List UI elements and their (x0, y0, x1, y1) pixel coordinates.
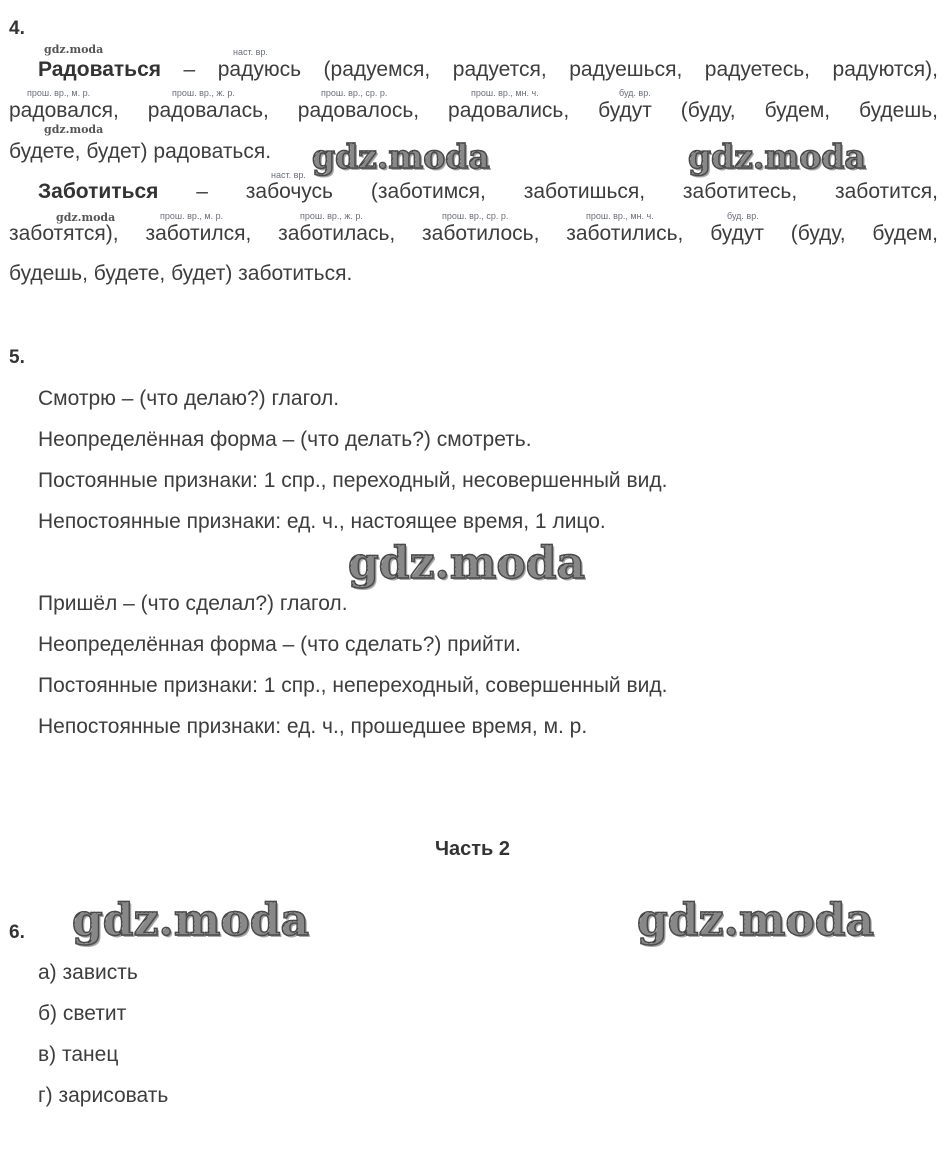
verb-radovatsya: Радоваться (38, 58, 162, 81)
task-5-line: Непостоянные признаки: ед. ч., настоящее время, 1 лицо. (38, 510, 606, 533)
answer-item: б) светит (38, 1002, 127, 1025)
watermark-small: gdz.moda (44, 43, 104, 56)
grammar-note: прош. вр., ж. р. (172, 88, 235, 98)
grammar-note: наст. вр. (233, 47, 268, 57)
grammar-note: буд. вр. (727, 211, 759, 221)
answer-item: в) танец (38, 1043, 119, 1066)
task-4-line (38, 57, 938, 83)
task-6-number: 6. (9, 922, 25, 943)
grammar-note: прош. вр., мн. ч. (586, 211, 654, 221)
watermark-small: gdz.moda (44, 123, 104, 136)
task-5-line: Постоянные признаки: 1 спр., переходный, несовершенный вид. (38, 469, 668, 492)
verb-zabotitsya: Заботиться (38, 180, 159, 203)
grammar-note: прош. вр., мн. ч. (471, 88, 539, 98)
task-4-line: будете, будет) радоваться. (9, 140, 272, 163)
task-4-line (38, 179, 938, 205)
task-5-line: Пришёл – (что сделал?) глагол. (38, 592, 348, 615)
grammar-note: прош. вр., ж. р. (300, 211, 363, 221)
task-5-line: Постоянные признаки: 1 спр., непереходный, совершенный вид. (38, 674, 668, 697)
task-5-number: 5. (9, 347, 25, 368)
watermark: gdz.moda (72, 895, 310, 946)
part-heading: Часть 2 (434, 838, 511, 860)
watermark: gdz.moda (688, 137, 866, 176)
conjugation-text: – забочусь (заботимся, заботишься, заботитесь, заботится, (158, 180, 938, 203)
task-5-line: Непостоянные признаки: ед. ч., прошедшее время, м. р. (38, 715, 588, 738)
conjugation-text: – радуюсь (радуемся, радуется, радуешься, радуетесь, радуются), (161, 58, 938, 81)
task-5-line: Смотрю – (что делаю?) глагол. (38, 387, 340, 410)
watermark-small: gdz.moda (56, 211, 116, 224)
task-5-line: Неопределённая форма – (что делать?) смотреть. (38, 428, 532, 451)
watermark: gdz.moda (312, 137, 490, 176)
watermark: gdz.moda (637, 895, 875, 946)
watermark: gdz.moda (348, 538, 586, 589)
task-4-line: заботятся), заботился, заботилась, заботилось, заботились, будут (буду, будем, (9, 222, 938, 245)
grammar-note: прош. вр., ср. р. (321, 88, 388, 98)
grammar-note: прош. вр., м. р. (27, 88, 91, 98)
task-5-line: Неопределённая форма – (что сделать?) прийти. (38, 633, 521, 656)
grammar-note: прош. вр., м. р. (160, 211, 224, 221)
answer-item: г) зарисовать (38, 1084, 169, 1107)
task-4-line: будешь, будете, будет) заботиться. (9, 262, 353, 285)
grammar-note: буд. вр. (619, 88, 651, 98)
task-4-line: радовался, радовалась, радовалось, радовались, будут (буду, будем, будешь, (9, 99, 938, 122)
grammar-note: прош. вр., ср. р. (442, 211, 509, 221)
answer-item: а) зависть (38, 961, 138, 984)
task-4-number: 4. (9, 18, 25, 39)
grammar-note: наст. вр. (271, 170, 306, 180)
